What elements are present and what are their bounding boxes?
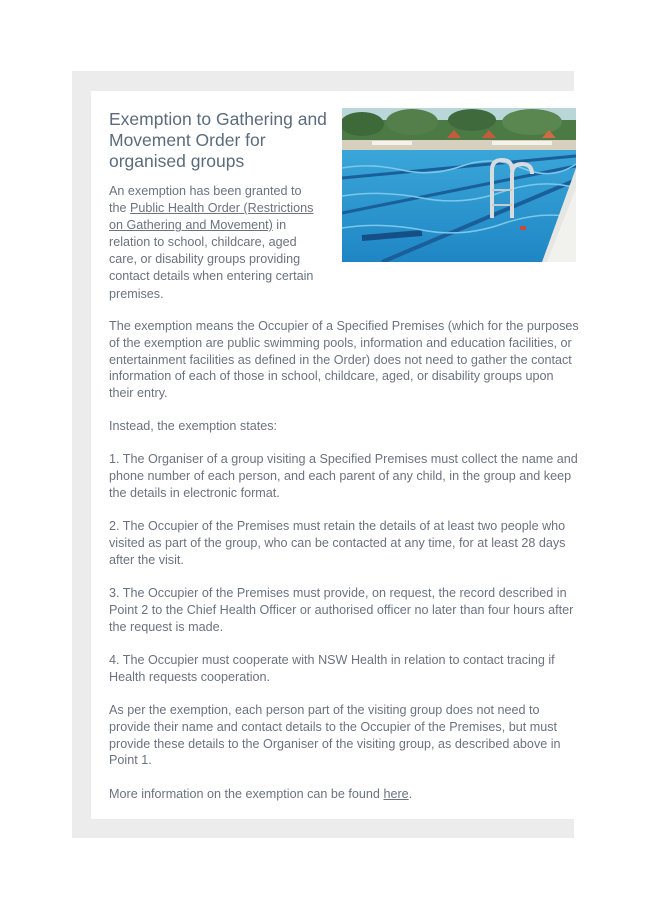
intro-text: An exemption has been granted to the <box>109 184 302 216</box>
more-info-link[interactable]: here <box>383 787 409 801</box>
more-info-period: . <box>408 787 413 801</box>
more-info-text: More information on the exemption can be found <box>109 787 384 801</box>
intro-text-continued: in relation to school, childcare, aged care, or disability groups providing contact details when entering certain premises. <box>109 218 314 301</box>
public-health-order-link[interactable]: Public Health Order (Restrictions on Gathering and Movement) <box>109 201 314 233</box>
point-4: 4. The Occupier must cooperate with NSW Health in relation to contact tracing if Health requests cooperation. <box>109 653 555 684</box>
pool-image <box>342 108 576 262</box>
point-2: 2. The Occupier of the Premises must retain the details of at least two people who visited as part of the group, who can be contacted at any time, for at least 28 days after the visit. <box>109 519 566 567</box>
point-3: 3. The Occupier of the Premises must provide, on request, the record described in Point 2 to the Chief Health Officer or authorised officer no later than four hours after the request is made. <box>109 586 574 634</box>
exemption-paragraph: The exemption means the Occupier of a Specified Premises (which for the purposes of the exemption are public swimming pools, information and education facilities, or entertainment facilities as defined in the Order) does not need to gather the contact information of each of those in school, childcare, aged, or disability groups upon their entry. <box>109 319 579 401</box>
swimming-pool-photo <box>342 108 576 262</box>
per-exemption-paragraph: As per the exemption, each person part of the visiting group does not need to provide their name and contact details to the Occupier of the Premises, but must provide these details to the Organiser of the visiting group, as described above in Point 1. <box>109 703 561 768</box>
instead-paragraph: Instead, the exemption states: <box>109 419 278 433</box>
point-1: 1. The Organiser of a group visiting a Specified Premises must collect the name and phone number of each person, and each parent of any child, in the group and keep the details in electronic format. <box>109 452 578 500</box>
intro-paragraph <box>109 183 319 303</box>
more-info-paragraph <box>109 786 579 803</box>
article-title: Exemption to Gathering and Movement Order for organised groups <box>109 109 327 171</box>
